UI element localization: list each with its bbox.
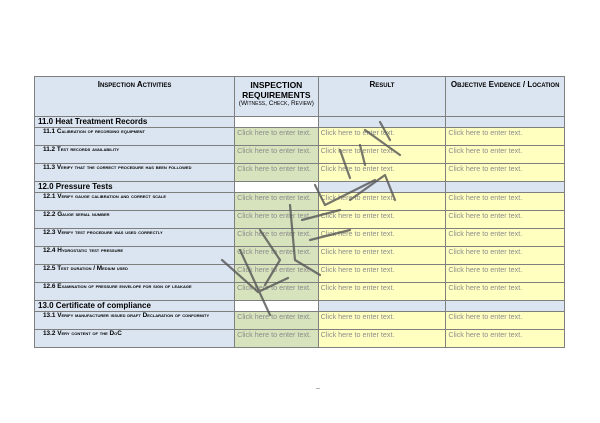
header-inspection-activities: [35, 77, 235, 117]
inspection-table-container: [34, 76, 565, 348]
requirements-field[interactable]: Click here to enter text.: [235, 128, 318, 146]
activity-label: 11.3 Verify that the correct procedure has been followed: [35, 164, 235, 182]
activity-label: 12.2 Gauge serial number: [35, 211, 235, 229]
activity-label: 13.2 Very content of the DoC: [35, 330, 235, 348]
activity-label: 11.2 Test records availability: [35, 146, 235, 164]
result-field[interactable]: Click here to enter text.: [318, 229, 446, 247]
table-header-row: [35, 77, 565, 117]
table-row: [35, 247, 565, 265]
table-body: [35, 117, 565, 348]
inspection-table: [34, 76, 565, 348]
table-row: [35, 283, 565, 301]
result-field[interactable]: Click here to enter text.: [318, 265, 446, 283]
result-field[interactable]: Click here to enter text.: [318, 247, 446, 265]
page-footer-mark: –: [316, 385, 320, 392]
result-field[interactable]: Click here to enter text.: [318, 146, 446, 164]
activity-label: 11.1 Calibration of recording equipment: [35, 128, 235, 146]
evidence-field[interactable]: Click here to enter text.: [446, 146, 565, 164]
evidence-field[interactable]: Click here to enter text.: [446, 211, 565, 229]
requirements-field[interactable]: Click here to enter text.: [235, 330, 318, 348]
requirements-field[interactable]: Click here to enter text.: [235, 193, 318, 211]
result-field: [318, 117, 446, 128]
table-row: [35, 330, 565, 348]
requirements-field[interactable]: Click here to enter text.: [235, 146, 318, 164]
table-row: [35, 265, 565, 283]
requirements-field[interactable]: Click here to enter text.: [235, 164, 318, 182]
table-row: [35, 164, 565, 182]
section-title: 12.0 Pressure Tests: [35, 182, 235, 193]
evidence-field[interactable]: Click here to enter text.: [446, 247, 565, 265]
result-field[interactable]: Click here to enter text.: [318, 283, 446, 301]
result-field[interactable]: Click here to enter text.: [318, 128, 446, 146]
section-title: 13.0 Certificate of compliance: [35, 301, 235, 312]
section-row: [35, 117, 565, 128]
table-row: [35, 128, 565, 146]
requirements-field[interactable]: Click here to enter text.: [235, 283, 318, 301]
evidence-field[interactable]: Click here to enter text.: [446, 265, 565, 283]
result-field: [318, 301, 446, 312]
evidence-field: [446, 117, 565, 128]
evidence-field[interactable]: Click here to enter text.: [446, 283, 565, 301]
header-inspection-requirements-label: INSPECTION REQUIREMENTS: [242, 80, 311, 100]
requirements-field[interactable]: Click here to enter text.: [235, 247, 318, 265]
evidence-field[interactable]: Click here to enter text.: [446, 229, 565, 247]
result-field[interactable]: Click here to enter text.: [318, 211, 446, 229]
activity-label: 13.1 Verify manufacturer issued draft Declaration of conformity: [35, 312, 235, 330]
table-row: [35, 229, 565, 247]
requirements-field[interactable]: Click here to enter text.: [235, 312, 318, 330]
evidence-field[interactable]: Click here to enter text.: [446, 312, 565, 330]
requirements-field[interactable]: Click here to enter text.: [235, 211, 318, 229]
table-row: [35, 211, 565, 229]
header-result-label: Result: [369, 80, 395, 89]
evidence-field: [446, 182, 565, 193]
requirements-field: [235, 182, 318, 193]
result-field[interactable]: Click here to enter text.: [318, 193, 446, 211]
header-inspection-activities-label: Inspection Activities: [97, 80, 172, 89]
requirements-field: [235, 301, 318, 312]
activity-label: 12.5 Test duration / Medium used: [35, 265, 235, 283]
requirements-field: [235, 117, 318, 128]
result-field[interactable]: Click here to enter text.: [318, 312, 446, 330]
header-inspection-requirements-sub: (Witness, Check, Review): [238, 100, 314, 107]
result-field[interactable]: Click here to enter text.: [318, 164, 446, 182]
table-row: [35, 193, 565, 211]
table-row: [35, 146, 565, 164]
requirements-field[interactable]: Click here to enter text.: [235, 229, 318, 247]
evidence-field: [446, 301, 565, 312]
section-title: 11.0 Heat Treatment Records: [35, 117, 235, 128]
activity-label: 12.4 Hydrostatic test pressure: [35, 247, 235, 265]
activity-label: 12.6 Examination of pressure envelope for sign of leakage: [35, 283, 235, 301]
header-objective-evidence: [446, 77, 565, 117]
activity-label: 12.1 Verify gauge calibration and correct scale: [35, 193, 235, 211]
section-row: [35, 301, 565, 312]
header-objective-evidence-label: Objective Evidence / Location: [450, 80, 560, 89]
evidence-field[interactable]: Click here to enter text.: [446, 128, 565, 146]
result-field[interactable]: Click here to enter text.: [318, 330, 446, 348]
header-inspection-requirements: [235, 77, 318, 117]
section-row: [35, 182, 565, 193]
header-result: [318, 77, 446, 117]
result-field: [318, 182, 446, 193]
table-row: [35, 312, 565, 330]
evidence-field[interactable]: Click here to enter text.: [446, 330, 565, 348]
evidence-field[interactable]: Click here to enter text.: [446, 193, 565, 211]
activity-label: 12.3 Verify test procedure was used correctly: [35, 229, 235, 247]
requirements-field[interactable]: Click here to enter text.: [235, 265, 318, 283]
evidence-field[interactable]: Click here to enter text.: [446, 164, 565, 182]
